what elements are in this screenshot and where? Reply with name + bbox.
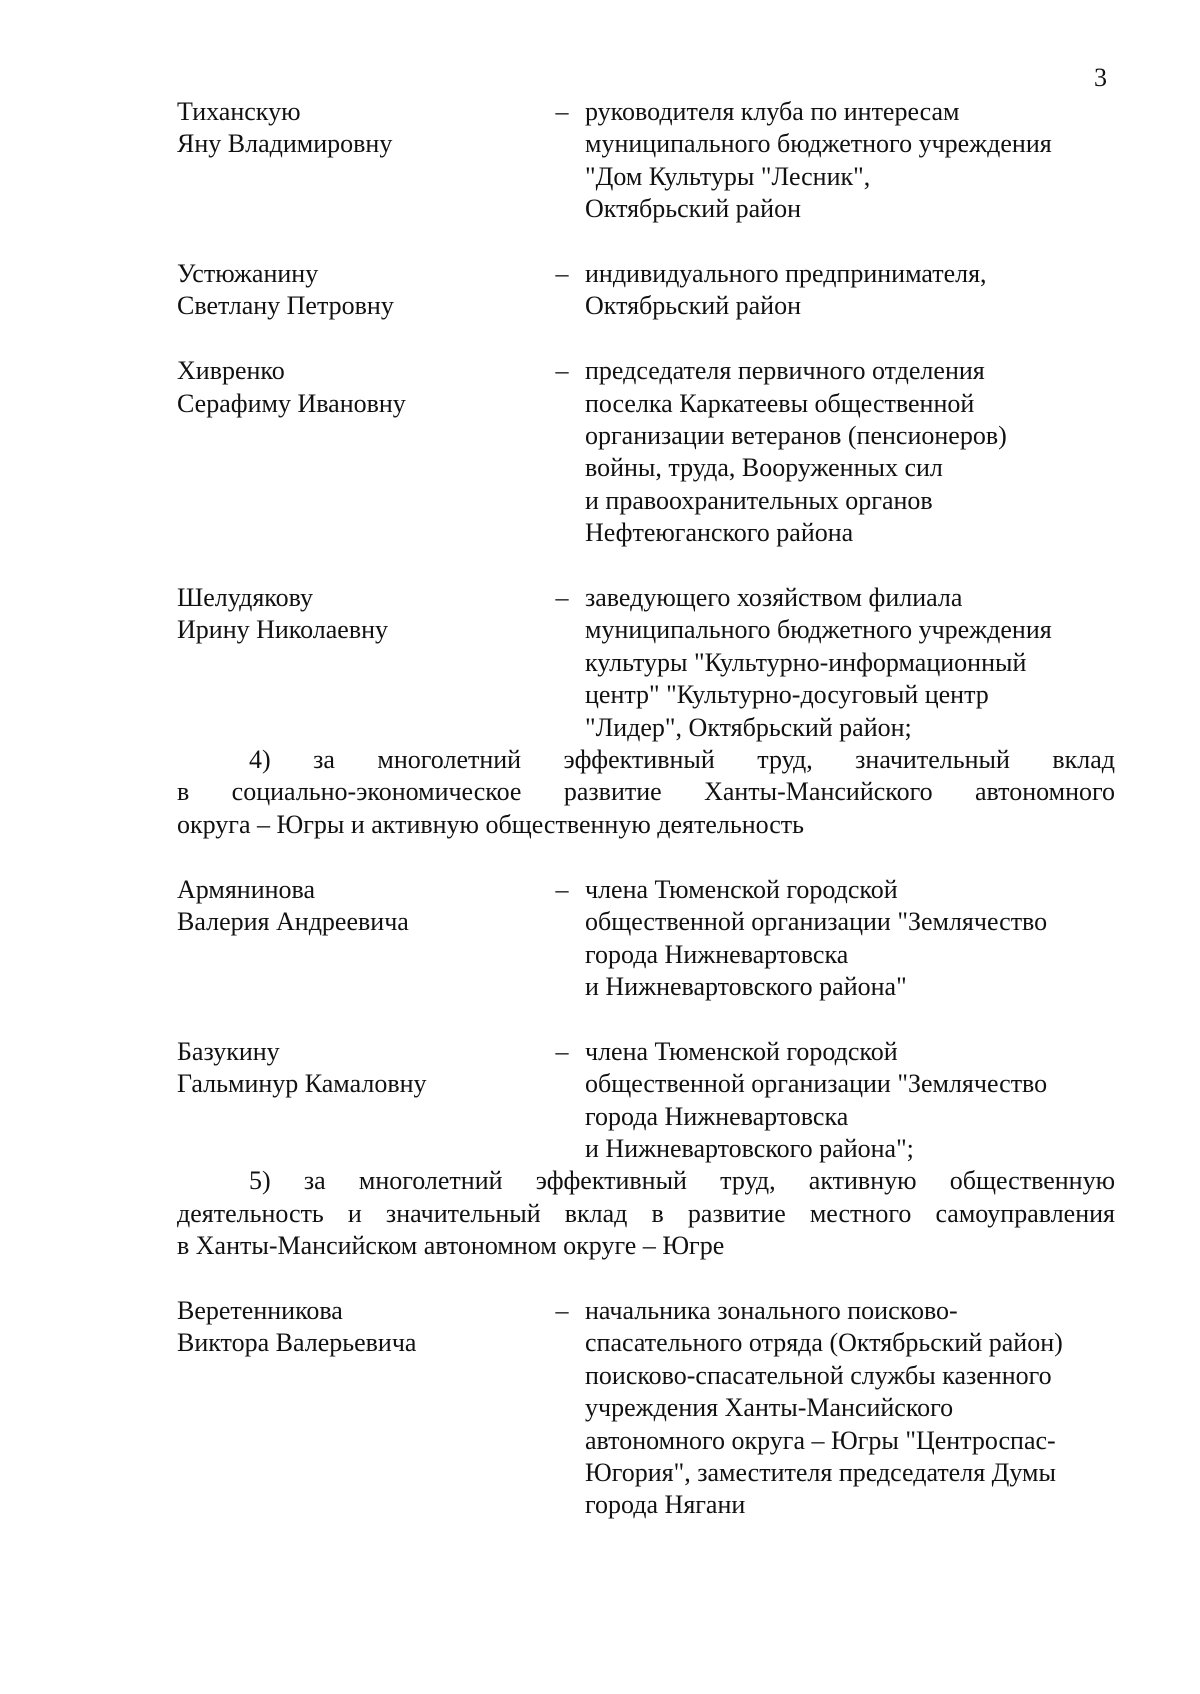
- role-line: города Нижневартовска: [585, 1101, 849, 1131]
- role-line: общественной организации "Землячество: [585, 907, 1048, 937]
- role-line: учреждения Ханты-Мансийского: [585, 1393, 954, 1423]
- role-line: муниципального бюджетного учреждения: [585, 129, 1052, 159]
- role-line: спасательного отряда (Октябрьский район): [585, 1328, 1063, 1358]
- award-category-paragraph: [177, 1165, 1115, 1262]
- name-line: Хивренко: [177, 356, 285, 386]
- dash-separator: –: [555, 97, 569, 126]
- award-list: [177, 96, 1115, 1522]
- person-role: [585, 1036, 1115, 1166]
- name-line: Ирину Николаевну: [177, 615, 389, 645]
- name-line: Тиханскую: [177, 97, 301, 126]
- role-line: и Нижневартовского района": [585, 971, 907, 1001]
- person-name: [177, 874, 527, 939]
- person-name: [177, 1295, 527, 1360]
- award-entry: [177, 1036, 1115, 1166]
- paragraph-line: 5) за многолетний эффективный труд, активную общественную: [249, 1166, 1115, 1196]
- name-line: Базукину: [177, 1036, 280, 1066]
- name-line: Веретенникова: [177, 1295, 343, 1325]
- paragraph-line: 4) за многолетний эффективный труд, значительный вклад: [249, 745, 1115, 775]
- person-role: [585, 582, 1115, 744]
- name-line: Устюжанину: [177, 259, 319, 289]
- entry-spacer: [177, 841, 1115, 873]
- award-entry: [177, 582, 1115, 744]
- name-line: Яну Владимировну: [177, 129, 393, 159]
- award-entry: [177, 96, 1115, 226]
- role-line: заведующего хозяйством филиала: [585, 583, 963, 613]
- role-line: члена Тюменской городской: [585, 1036, 898, 1066]
- role-line: Октябрьский район: [585, 291, 801, 321]
- role-line: войны, труда, Вооруженных сил: [585, 453, 943, 483]
- role-line: центр" "Культурно-досуговый центр: [585, 680, 989, 710]
- role-line: города Нягани: [585, 1490, 746, 1520]
- dash-separator: –: [555, 356, 569, 386]
- award-entry: [177, 1295, 1115, 1522]
- role-line: поисково-спасательной службы казенного: [585, 1360, 1052, 1390]
- role-line: "Лидер", Октябрьский район;: [585, 712, 912, 742]
- entry-spacer: [177, 226, 1115, 258]
- entry-spacer: [177, 1263, 1115, 1295]
- award-entry: [177, 355, 1115, 549]
- role-line: члена Тюменской городской: [585, 874, 898, 904]
- dash-separator: –: [555, 259, 569, 289]
- role-line: Нефтеюганского района: [585, 518, 854, 548]
- role-line: общественной организации "Землячество: [585, 1069, 1048, 1099]
- paragraph-line: округа – Югры и активную общественную деятельность: [177, 809, 805, 839]
- role-line: культуры "Культурно-информационный: [585, 647, 1027, 677]
- role-line: и правоохранительных органов: [585, 485, 933, 515]
- name-line: Светлану Петровну: [177, 291, 394, 321]
- award-category-paragraph: [177, 744, 1115, 841]
- person-name: [177, 258, 527, 323]
- role-line: автономного округа – Югры "Центроспас-: [585, 1425, 1056, 1455]
- entry-spacer: [177, 323, 1115, 355]
- person-role: [585, 96, 1115, 226]
- dash-separator: –: [555, 583, 569, 613]
- role-line: Октябрьский район: [585, 194, 801, 224]
- role-line: поселка Каркатеевы общественной: [585, 388, 975, 418]
- person-name: [177, 582, 527, 647]
- role-line: председателя первичного отделения: [585, 356, 985, 386]
- role-line: муниципального бюджетного учреждения: [585, 615, 1052, 645]
- person-role: [585, 1295, 1115, 1522]
- person-name: [177, 96, 527, 161]
- name-line: Шелудякову: [177, 583, 313, 613]
- role-line: индивидуального предпринимателя,: [585, 259, 987, 289]
- dash-separator: –: [555, 874, 569, 904]
- page-number: 3: [1094, 63, 1107, 92]
- name-line: Армянинова: [177, 874, 316, 904]
- paragraph-line: в Ханты-Мансийском автономном округе – Югре: [177, 1231, 725, 1261]
- dash-separator: –: [555, 1036, 569, 1066]
- name-line: Гальминур Камаловну: [177, 1069, 427, 1099]
- paragraph-line: деятельность и значительный вклад в развитие местного самоуправления: [177, 1198, 1115, 1228]
- award-entry: [177, 258, 1115, 323]
- entry-spacer: [177, 550, 1115, 582]
- person-name: [177, 355, 527, 420]
- paragraph-line: в социально-экономическое развитие Ханты-Мансийского автономного: [177, 777, 1115, 807]
- role-line: Югория", заместителя председателя Думы: [585, 1457, 1056, 1487]
- award-entry: [177, 874, 1115, 1004]
- role-line: "Дом Культуры "Лесник",: [585, 161, 871, 191]
- name-line: Валерия Андреевича: [177, 907, 409, 937]
- person-role: [585, 355, 1115, 549]
- role-line: организации ветеранов (пенсионеров): [585, 421, 1007, 451]
- name-line: Виктора Валерьевича: [177, 1328, 417, 1358]
- role-line: и Нижневартовского района";: [585, 1133, 914, 1163]
- person-name: [177, 1036, 527, 1101]
- role-line: города Нижневартовска: [585, 939, 849, 969]
- dash-separator: –: [555, 1295, 569, 1325]
- name-line: Серафиму Ивановну: [177, 388, 406, 418]
- person-role: [585, 258, 1115, 323]
- entry-spacer: [177, 1003, 1115, 1035]
- role-line: начальника зонального поисково-: [585, 1295, 958, 1325]
- person-role: [585, 874, 1115, 1004]
- role-line: руководителя клуба по интересам: [585, 97, 960, 126]
